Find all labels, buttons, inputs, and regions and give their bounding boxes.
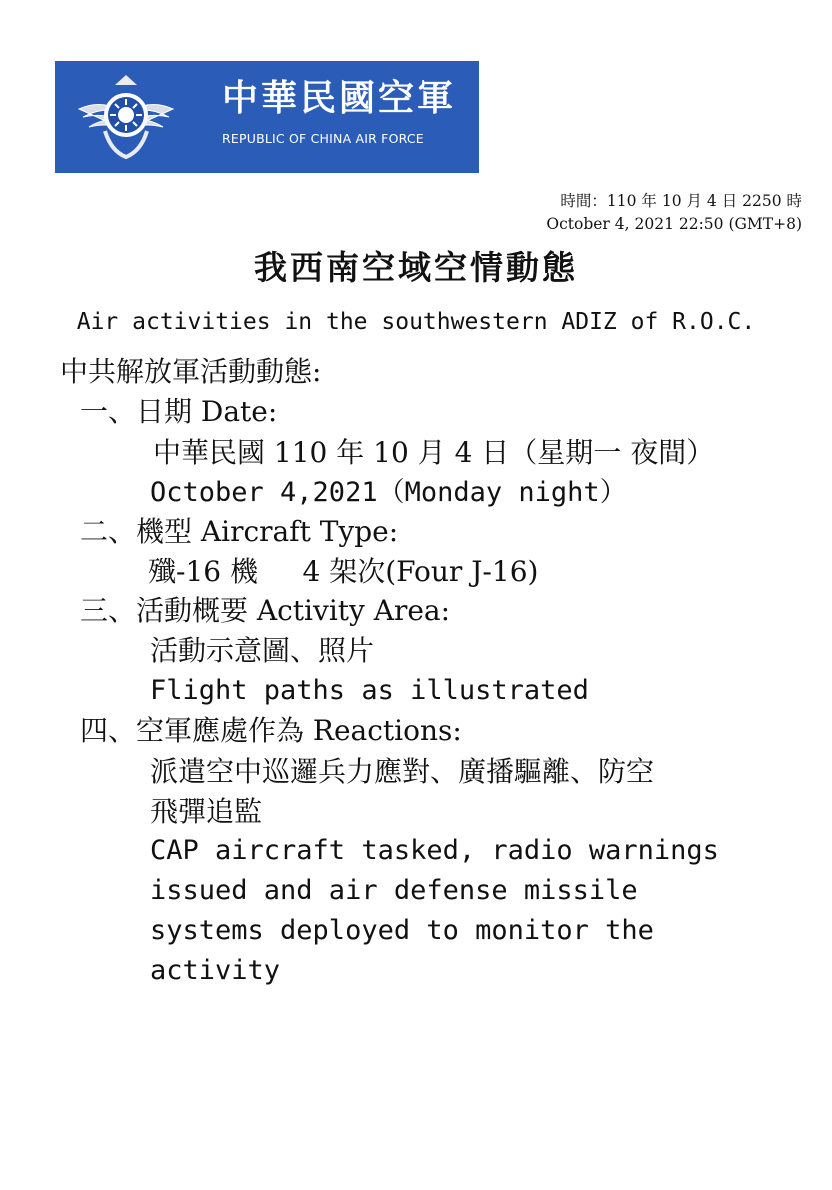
item-reactions-line-en-1: CAP aircraft tasked, radio warnings xyxy=(150,835,719,866)
timestamp-cn: 時間：110 年 10 月 4 日 2250 時 xyxy=(560,192,802,210)
item-reactions-heading: 四、空軍應處作為 Reactions: xyxy=(80,714,462,747)
item-reactions-line-cn-1: 派遣空中巡邏兵力應對、廣播驅離、防空 xyxy=(150,755,655,788)
page-title: 我西南空域空情動態 xyxy=(254,248,578,287)
item-aircraft-line: 殲-16 機 4 架次(Four J-16) xyxy=(148,555,539,588)
item-reactions-line-en-2: issued and air defense missile xyxy=(150,875,638,906)
item-reactions-line-en-3: systems deployed to monitor the xyxy=(150,915,654,946)
page-subtitle: Air activities in the southwestern ADIZ of R.O.C. xyxy=(76,309,756,335)
item-date-line-en: October 4,2021（Monday night） xyxy=(150,477,627,508)
item-activity-line-cn: 活動示意圖、照片 xyxy=(150,634,375,667)
logo-name-en: REPUBLIC OF CHINA AIR FORCE xyxy=(222,131,424,146)
timestamp-en: October 4, 2021 22:50 (GMT+8) xyxy=(546,215,802,233)
item-activity-line-en: Flight paths as illustrated xyxy=(150,675,589,706)
item-date-line-cn: 中華民國 110 年 10 月 4 日（星期一 夜間） xyxy=(153,436,715,469)
item-reactions-line-en-4: activity xyxy=(150,955,281,986)
air-force-emblem-icon xyxy=(71,69,181,165)
logo-name-cn: 中華民國空軍 xyxy=(222,78,457,119)
item-activity-heading: 三、活動概要 Activity Area: xyxy=(80,594,451,627)
section-heading: 中共解放軍活動動態: xyxy=(60,355,322,388)
item-aircraft-heading: 二、機型 Aircraft Type: xyxy=(80,515,399,548)
item-date-heading: 一、日期 Date: xyxy=(80,395,278,428)
item-reactions-line-cn-2: 飛彈追監 xyxy=(150,795,263,828)
logo-banner xyxy=(55,61,479,173)
